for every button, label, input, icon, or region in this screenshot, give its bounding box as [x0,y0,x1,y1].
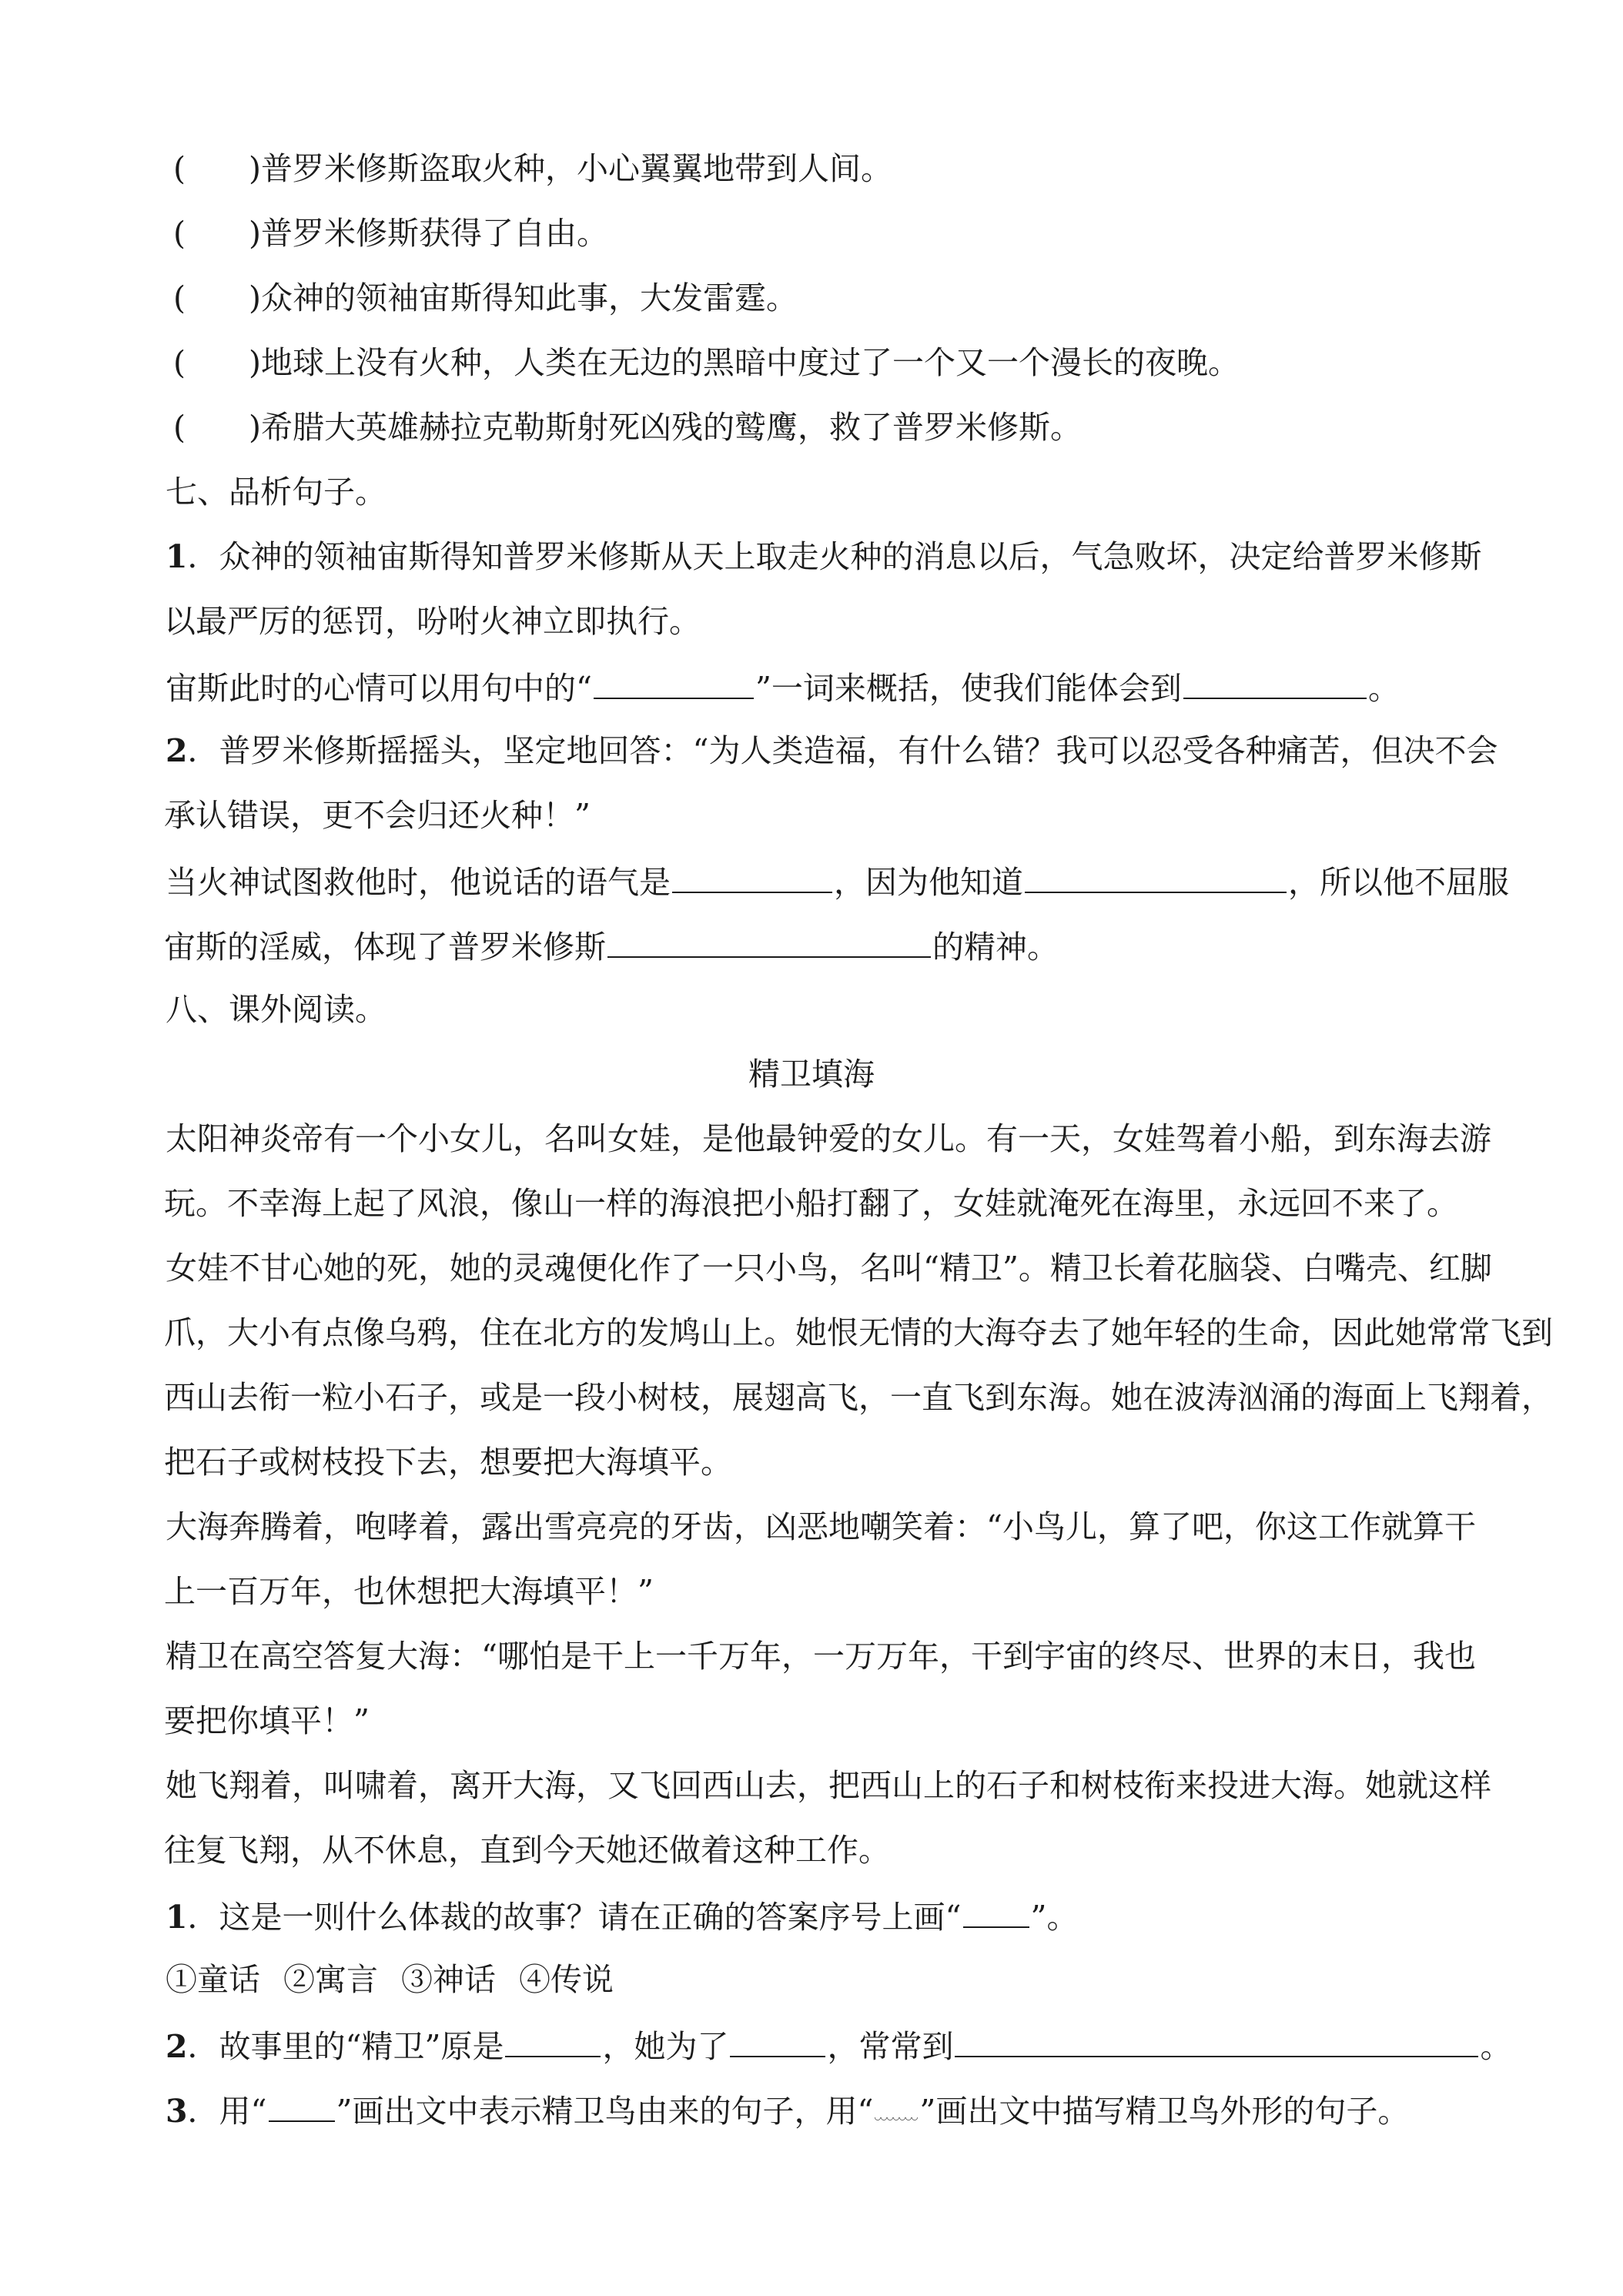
prompt-text: ”一词来概括，使我们能体会到 [755,670,1182,707]
answer-blank[interactable] [1025,858,1287,893]
prompt-text: 。 [1367,670,1400,707]
prompt-text: ，她为了 [602,2028,729,2065]
prompt-text: ，常常到 [827,2028,954,2065]
prompt-text: 宙斯的淫威，体现了普罗米修斯 [164,929,606,966]
prompt-text: ”画出文中表示精卫鸟由来的句子，用“ [336,2093,874,2130]
answer-blank[interactable] [607,922,931,958]
prompt-text: 的精神。 [932,929,1059,966]
prompt-text: ．用“ [187,2093,267,2130]
question-text: 以最严厉的惩罚，吩咐火神立即执行。 [164,603,701,640]
answer-blank[interactable] [1183,664,1367,699]
passage-line: 上一百万年，也休想把大海填平！” [164,1573,654,1610]
question-text [0,728,1623,773]
passage-line: 女娃不甘心她的死，她的灵魂便化作了一只小鸟，名叫“精卫”。精卫长着花脑袋、白嘴壳、红脚 [166,1250,1492,1287]
passage-line: 爪，大小有点像乌鸦，住在北方的发鸠山上。她恨无情的大海夺去了她年轻的生命，因此她常常飞到 [164,1314,1553,1351]
underline-sample [963,1893,1029,1928]
option-3[interactable]: ③神话 [401,1961,496,1998]
prompt-text: ”。 [1030,1899,1079,1936]
question-number: 1 [166,1899,188,1936]
option-4[interactable]: ④传说 [519,1961,614,1998]
passage-line: 精卫在高空答复大海：“哪怕是干上一千万年，一万万年，干到宇宙的终尽、世界的末日，我也 [166,1638,1476,1675]
fill-in-line [0,1893,1623,1937]
prompt-text: ，因为他知道 [834,864,1023,901]
option-1[interactable]: ①童话 [166,1961,260,1998]
passage-line: 太阳神炎帝有一个小女儿，名叫女娃，是他最钟爱的女儿。有一天，女娃驾着小船，到东海去游 [166,1120,1491,1157]
answer-blank[interactable] [955,2022,1478,2057]
question-text [0,534,1623,579]
question-text-part: ．普罗米修斯摇摇头，坚定地回答：“为人类造福，有什么错？我可以忍受各种痛苦，但决不会 [187,732,1498,769]
passage-line: 西山去衔一粒小石子，或是一段小树枝，展翅高飞，一直飞到东海。她在波涛汹涌的海面上飞翔着， [164,1379,1553,1416]
prompt-text: ”画出文中描写精卫鸟外形的句子。 [919,2093,1410,2130]
ordering-item: ( )普罗米修斯盗取火种，小心翼翼地带到人间。 [173,150,892,187]
ordering-item: ( )地球上没有火种，人类在无边的黑暗中度过了一个又一个漫长的夜晚。 [173,344,1240,381]
question-text: 承认错误，更不会归还火种！” [164,797,591,834]
underline-sample [269,2087,335,2122]
ordering-item: ( )希腊大英雄赫拉克勒斯射死凶残的鹫鹰，救了普罗米修斯。 [173,409,1082,446]
fill-in-line [0,2022,1623,2067]
passage-line: 往复飞翔，从不休息，直到今天她还做着这种工作。 [164,1832,890,1869]
prompt-text: ，所以他不屈服 [1288,864,1509,901]
passage-title: 精卫填海 [748,1056,875,1093]
passage-line: 大海奔腾着，咆哮着，露出雪亮亮的牙齿，凶恶地嘲笑着：“小鸟儿，算了吧，你这工作就算干 [166,1508,1476,1545]
answer-blank[interactable] [672,858,832,893]
question-number: 3 [166,2093,188,2130]
passage-line: 要把你填平！” [164,1702,370,1739]
prompt-text: ．故事里的“精卫”原是 [187,2028,504,2065]
passage-line: 把石子或树枝投下去，想要把大海填平。 [164,1444,732,1481]
question-number: 1 [166,538,188,575]
answer-blank[interactable] [505,2022,601,2057]
fill-in-line [0,2087,1623,2131]
answer-blank[interactable] [730,2022,825,2057]
prompt-text: 当火神试图救他时，他说话的语气是 [166,864,671,901]
option-2[interactable]: ②寓言 [283,1961,378,1998]
passage-line: 玩。不幸海上起了风浪，像山一样的海浪把小船打翻了，女娃就淹死在海里，永远回不来了。 [164,1185,1458,1222]
ordering-item: ( )众神的领袖宙斯得知此事，大发雷霆。 [173,279,798,316]
prompt-text: ．这是一则什么体裁的故事？请在正确的答案序号上画“ [187,1899,962,1936]
fill-in-line [0,922,1623,967]
ordering-item: ( )普罗米修斯获得了自由。 [173,215,608,252]
options-line [0,1957,1623,2002]
fill-in-line [0,858,1623,902]
section-heading: 八、课外阅读。 [166,991,387,1028]
prompt-text: 宙斯此时的心情可以用句中的“ [166,670,592,707]
question-number: 2 [166,732,188,769]
prompt-text: 。 [1480,2028,1512,2065]
section-heading: 七、品析句子。 [166,474,387,510]
answer-blank[interactable] [594,664,754,699]
passage-line: 她飞翔着，叫啸着，离开大海，又飞回西山去，把西山上的石子和树枝衔来投进大海。她就这样 [166,1767,1491,1804]
fill-in-line [0,664,1623,708]
question-text-part: ．众神的领袖宙斯得知普罗米修斯从天上取走火种的消息以后，气急败坏，决定给普罗米修斯 [187,538,1482,575]
wavy-underline-sample [875,2088,918,2122]
question-number: 2 [166,2028,188,2065]
